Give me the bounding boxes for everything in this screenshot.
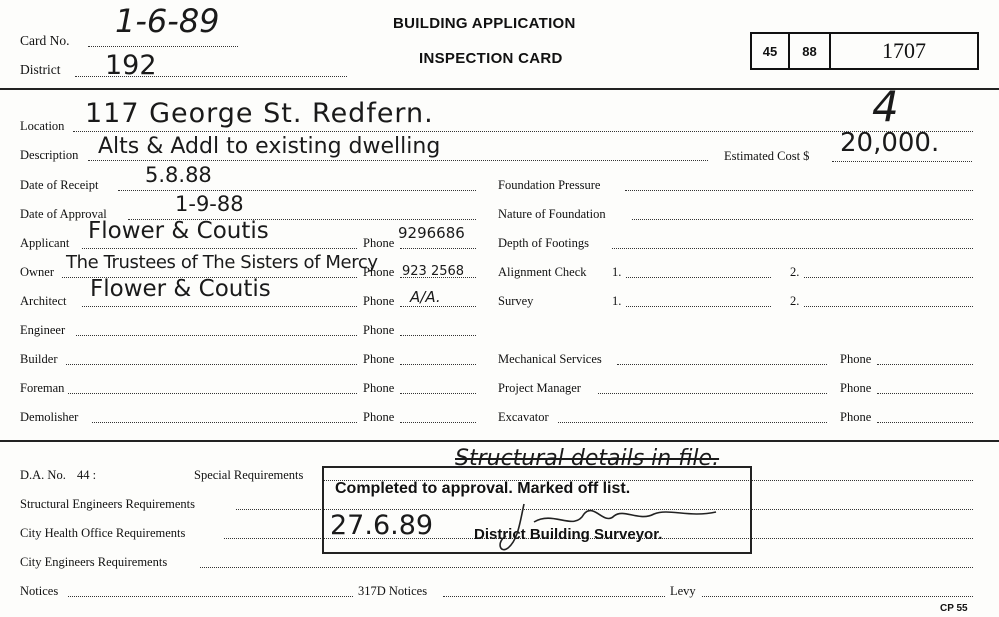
architect-label: Architect <box>20 294 67 308</box>
excavator-phone-line <box>877 422 973 423</box>
excavator-line <box>558 422 827 423</box>
mechanical-phone-line <box>877 364 973 365</box>
applicant-line <box>82 248 357 249</box>
description-line <box>88 160 708 161</box>
card-box-number-text: 1707 <box>882 38 926 63</box>
foundation-pressure-label: Foundation Pressure <box>498 178 601 192</box>
district-label: District <box>20 62 61 77</box>
special-label: Special Requirements <box>194 468 304 482</box>
mechanical-line <box>617 364 827 365</box>
mechanical-phone-label: Phone <box>840 352 872 366</box>
card-no-line <box>88 46 238 47</box>
applicant-phone-line <box>400 248 476 249</box>
notices-317d-label: 317D Notices <box>358 584 428 598</box>
alignment-1-line <box>626 277 771 278</box>
stamp-surveyor-text: District Building Surveyor. <box>474 526 663 543</box>
city-engineers-label: City Engineers Requirements <box>20 555 168 569</box>
applicant-phone-label: Phone <box>363 236 395 250</box>
card-box-88-text: 88 <box>802 43 817 59</box>
owner-phone-label: Phone <box>363 265 395 279</box>
depth-footings-line <box>612 248 973 249</box>
notices-line <box>68 596 353 597</box>
foreman-phone-label: Phone <box>363 381 395 395</box>
form-code: CP 55 <box>940 603 968 614</box>
builder-label: Builder <box>20 352 58 366</box>
owner-value: The Trustees of The Sisters of Mercy <box>66 252 378 273</box>
owner-label: Owner <box>20 265 55 279</box>
applicant-phone-value: 9296686 <box>398 224 465 242</box>
notices-317d-line <box>443 596 665 597</box>
da-label: D.A. No. <box>20 468 66 482</box>
health-label: City Health Office Requirements <box>20 526 186 540</box>
builder-phone-label: Phone <box>363 352 395 366</box>
survey-1-label: 1. <box>612 294 622 308</box>
alignment-2-line <box>804 277 973 278</box>
applicant-value: Flower & Coutis <box>88 218 269 244</box>
owner-phone-value: 923 2568 <box>402 264 465 279</box>
receipt-label: Date of Receipt <box>20 178 99 192</box>
project-manager-phone-label: Phone <box>840 381 872 395</box>
applicant-label: Applicant <box>20 236 70 250</box>
stamp-signature <box>494 492 724 562</box>
estimated-cost-value: 20,000. <box>840 128 940 158</box>
levy-label: Levy <box>670 584 696 598</box>
district-value: 192 <box>105 50 157 81</box>
demolisher-label: Demolisher <box>20 410 79 424</box>
project-manager-label: Project Manager <box>498 381 581 395</box>
architect-value: Flower & Coutis <box>90 276 271 302</box>
special-value: Structural details in file. <box>455 446 720 471</box>
card-box-number <box>829 32 979 70</box>
description-label: Description <box>20 148 79 162</box>
project-manager-phone-line <box>877 393 973 394</box>
survey-2-label: 2. <box>790 294 800 308</box>
description-value: Alts & Addl to existing dwelling <box>98 134 441 159</box>
excavator-label: Excavator <box>498 410 549 424</box>
nature-foundation-label: Nature of Foundation <box>498 207 606 221</box>
receipt-line <box>118 190 476 191</box>
demolisher-line <box>92 422 357 423</box>
builder-line <box>66 364 357 365</box>
engineer-label: Engineer <box>20 323 66 337</box>
da-value: 44 : <box>77 468 97 482</box>
approval-stamp <box>322 466 752 554</box>
approval-label: Date of Approval <box>20 207 107 221</box>
location-label: Location <box>20 119 65 133</box>
structural-label: Structural Engineers Requirements <box>20 497 195 511</box>
form-title-line2: INSPECTION CARD <box>419 50 563 67</box>
location-number: 4 <box>872 82 899 131</box>
levy-line <box>702 596 973 597</box>
engineer-phone-label: Phone <box>363 323 395 337</box>
depth-footings-label: Depth of Footings <box>498 236 589 250</box>
alignment-1-label: 1. <box>612 265 622 279</box>
demolisher-phone-label: Phone <box>363 410 395 424</box>
architect-phone-label: Phone <box>363 294 395 308</box>
survey-2-line <box>804 306 973 307</box>
survey-label: Survey <box>498 294 534 308</box>
engineer-line <box>76 335 357 336</box>
alignment-label: Alignment Check <box>498 265 587 279</box>
estimated-cost-label: Estimated Cost $ <box>724 149 810 163</box>
notices-label: Notices <box>20 584 59 598</box>
stamp-date: 27.6.89 <box>330 510 434 541</box>
project-manager-line <box>598 393 827 394</box>
excavator-phone-label: Phone <box>840 410 872 424</box>
card-no-label: Card No. <box>20 33 70 48</box>
survey-1-line <box>626 306 771 307</box>
approval-value: 1-9-88 <box>175 192 244 216</box>
bottom-divider <box>0 440 999 442</box>
demolisher-phone-line <box>400 422 476 423</box>
foreman-phone-line <box>400 393 476 394</box>
card-no-value: 1-6-89 <box>115 2 220 40</box>
header-divider <box>0 88 999 90</box>
builder-phone-line <box>400 364 476 365</box>
estimated-cost-line <box>832 161 972 162</box>
architect-line <box>82 306 357 307</box>
card-box-88 <box>788 32 831 70</box>
card-box-45-text: 45 <box>762 43 778 59</box>
foreman-line <box>68 393 357 394</box>
form-title-line1: BUILDING APPLICATION <box>393 15 576 32</box>
location-line <box>73 131 973 132</box>
card-box-45 <box>750 32 790 70</box>
architect-phone-line <box>400 306 476 307</box>
nature-foundation-line <box>632 219 973 220</box>
foundation-pressure-line <box>625 190 973 191</box>
mechanical-label: Mechanical Services <box>498 352 602 366</box>
stamp-completed-text: Completed to approval. Marked off list. <box>335 480 631 497</box>
receipt-value: 5.8.88 <box>145 163 212 187</box>
city-engineers-line <box>200 567 973 568</box>
foreman-label: Foreman <box>20 381 65 395</box>
engineer-phone-line <box>400 335 476 336</box>
alignment-2-label: 2. <box>790 265 800 279</box>
location-value: 117 George St. Redfern. <box>85 98 434 129</box>
architect-phone-value: A/A. <box>410 288 441 306</box>
